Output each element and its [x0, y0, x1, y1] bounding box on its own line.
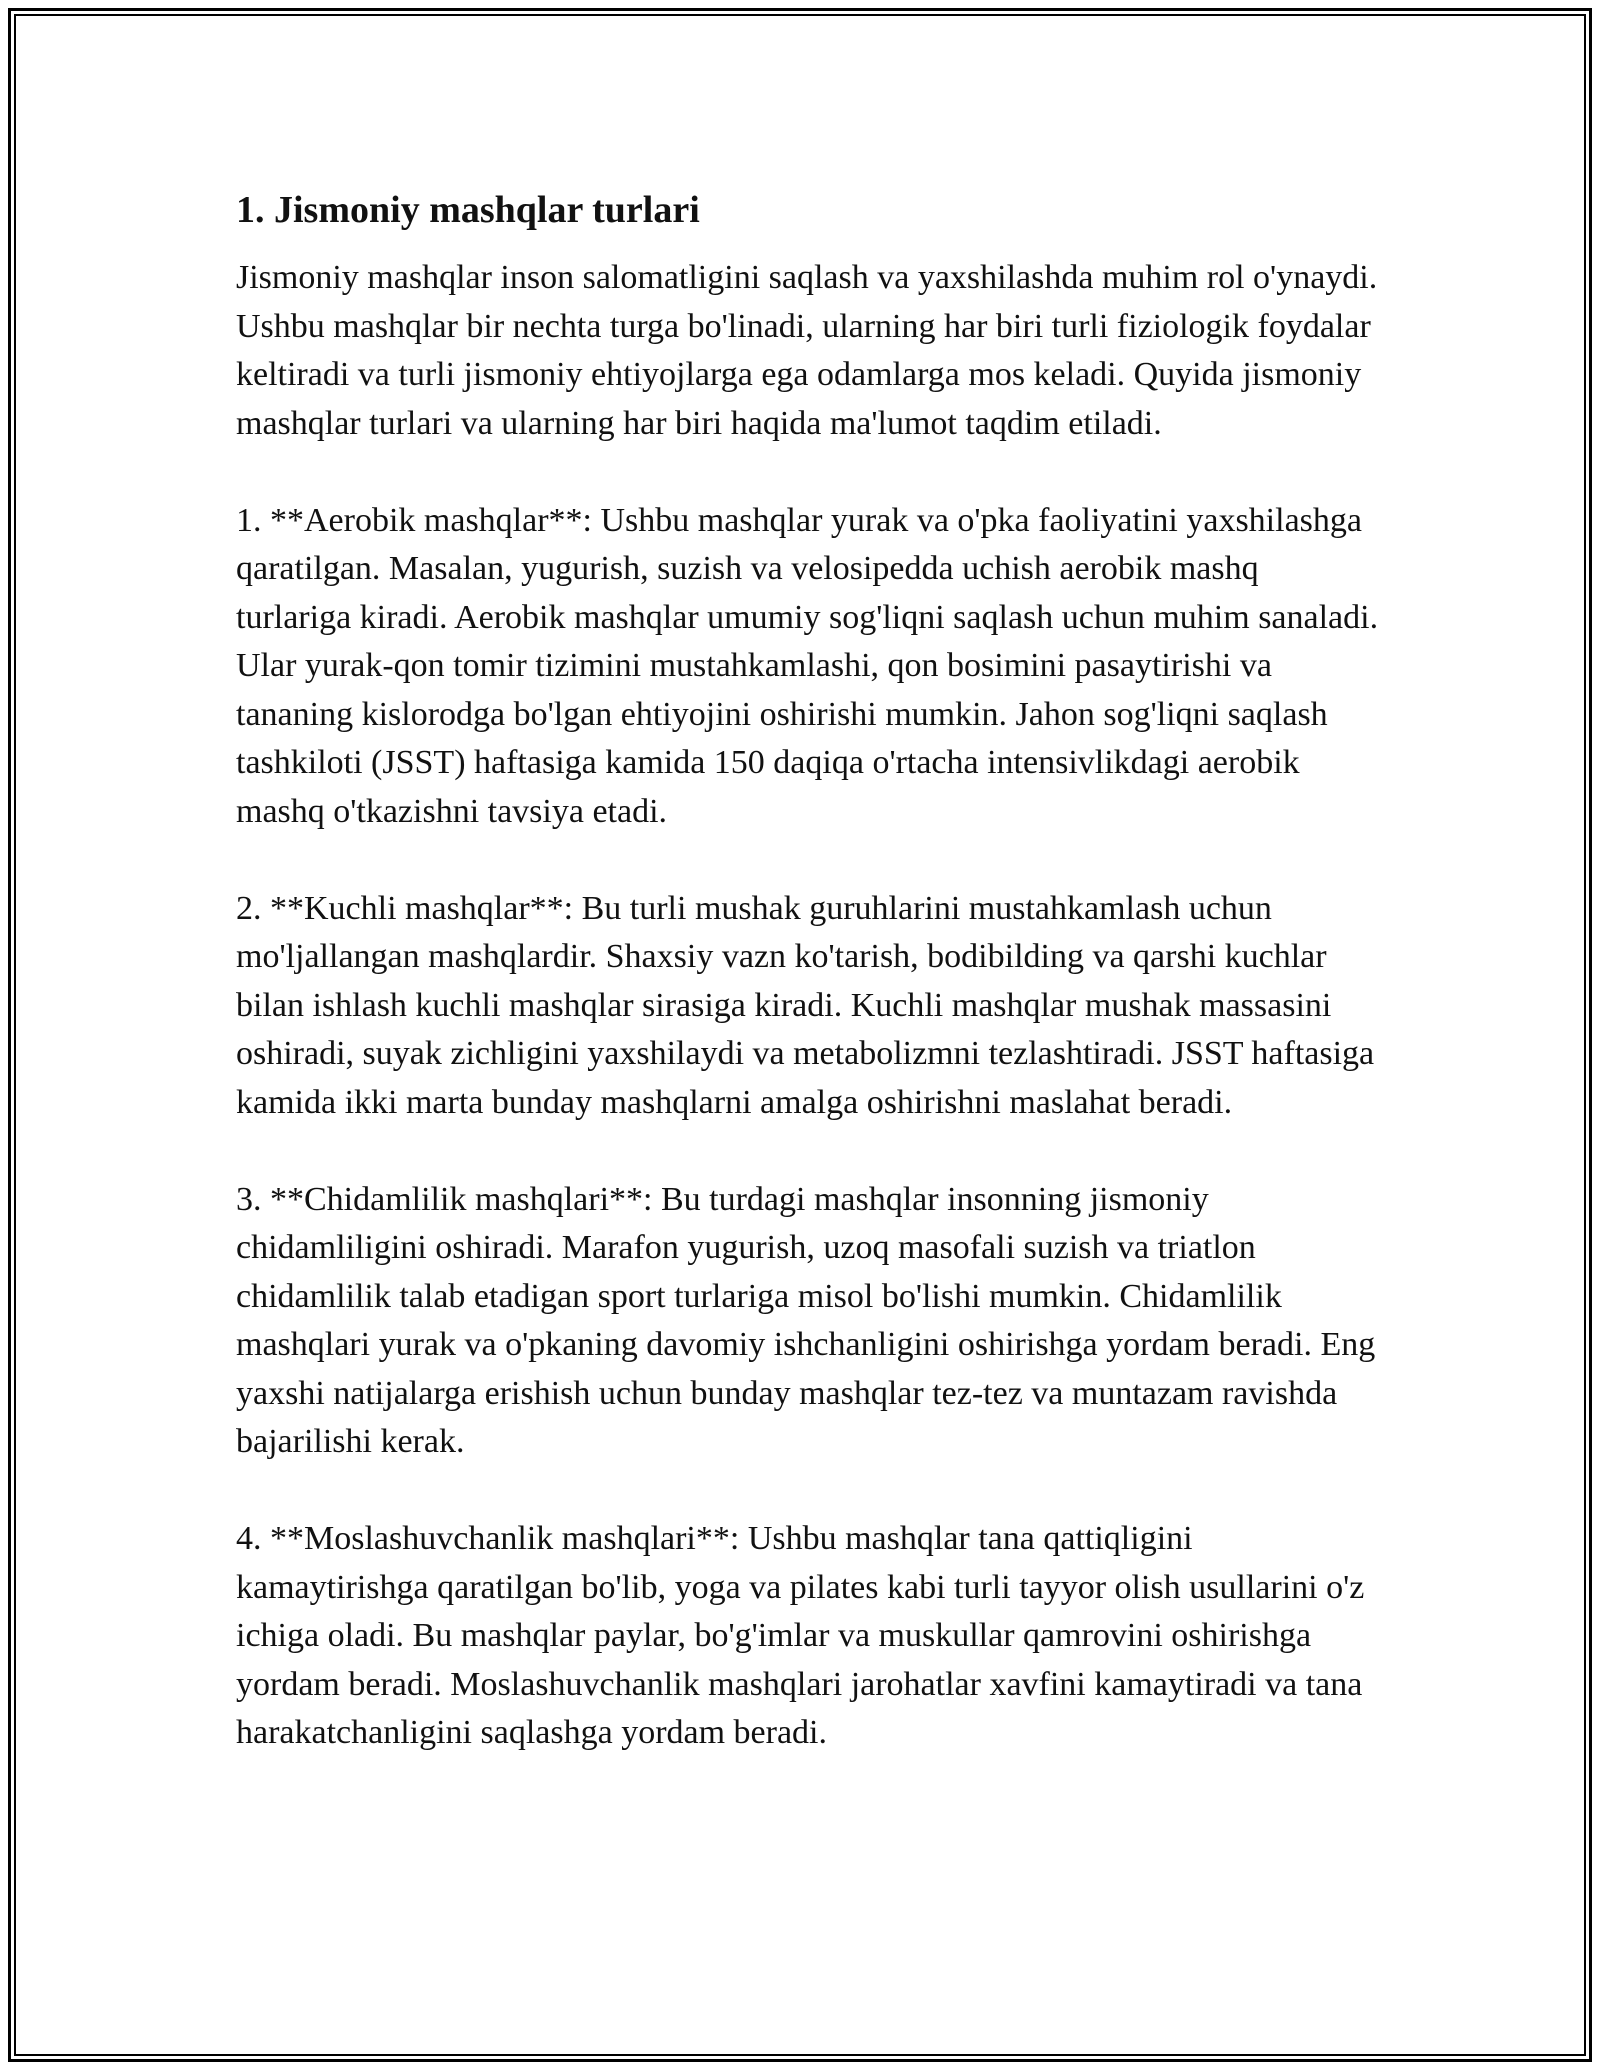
aerobic-paragraph: 1. **Aerobik mashqlar**: Ushbu mashqlar yurak va o'pka faoliyatini yaxshilashga qaratilgan. Masalan, yugurish, suzish va velosipedda uchish aerobik mashq turlariga kiradi. Aerobik mashqlar umumiy sog'liqni saqlash uchun muhim sanaladi. Ular yurak-qon tomir tizimini mustahkamlashi, qon bosimini pasaytirishi va tananing kislorodga bo'lgan ehtiyojini oshirishi mumkin. Jahon sog'liqni saqlash tashkiloti (JSST) haftasiga kamida 150 daqiqa o'rtacha intensivlikdagi aerobik mashq o'tkazishni tavsiya etadi.: [236, 501, 1379, 830]
intro-paragraph: Jismoniy mashqlar inson salomatligini saqlash va yaxshilashda muhim rol o'ynaydi. Ushbu mashqlar bir nechta turga bo'linadi, ularning har biri turli fiziologik foydalar keltiradi va turli jismoniy ehtiyojlarga ega odamlarga mos keladi. Quyida jismoniy mashqlar turlari va ularning har biri haqida ma'lumot taqdim etiladi.: [236, 259, 1378, 442]
strength-paragraph: 2. **Kuchli mashqlar**: Bu turli mushak guruhlarini mustahkamlash uchun mo'ljallangan mashqlardir. Shaxsiy vazn ko'tarish, bodibilding va qarshi kuchlar bilan ishlash kuchli mashqlar sirasiga kiradi. Kuchli mashqlar mushak massasini oshiradi, suyak zichligini yaxshilaydi va metabolizmni tezlashtiradi. JSST haftasiga kamida ikki marta bunday mashqlarni amalga oshirishni maslahat beradi.: [236, 889, 1375, 1121]
endurance-paragraph: 3. **Chidamlilik mashqlari**: Bu turdagi mashqlar insonning jismoniy chidamliligini oshiradi. Marafon yugurish, uzoq masofali suzish va triatlon chidamlilik talab etadigan sport turlariga misol bo'lishi mumkin. Chidamlilik mashqlari yurak va o'pkaning davomiy ishchanligini oshirishga yordam beradi. Eng yaxshi natijalarga erishish uchun bunday mashqlar tez-tez va muntazam ravishda bajarilishi kerak.: [236, 1180, 1376, 1460]
section-heading: 1. Jismoniy mashqlar turlari: [236, 189, 700, 231]
document-body: [236, 186, 1381, 1806]
flexibility-paragraph: 4. **Moslashuvchanlik mashqlari**: Ushbu mashqlar tana qattiqligini kamaytirishga qaratilgan bo'lib, yoga va pilates kabi turli tayyor olish usullarini o'z ichiga oladi. Bu mashqlar paylar, bo'g'imlar va muskullar qamrovini oshirishga yordam beradi. Moslashuvchanlik mashqlari jarohatlar xavfini kamaytiradi va tana harakatchanligini saqlashga yordam beradi.: [236, 1520, 1365, 1751]
